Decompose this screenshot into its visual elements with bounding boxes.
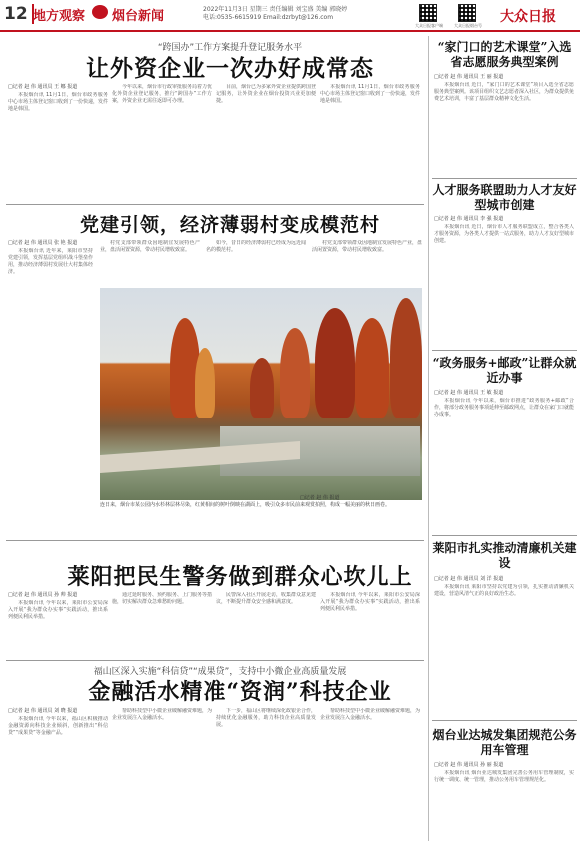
police-byline: □记者 赵 伟 通讯员 孙 帅 报道 (8, 592, 78, 598)
sidebar-byline-2: □记者 赵 伟 通讯员 王 敏 报道 (434, 390, 504, 396)
finance-col-1 (8, 716, 108, 842)
sidebar-rule (428, 36, 429, 841)
paragraph: 本报烟台讯 11月1日，烟台市政务服务中心市场主体登记窗口收到了一份快递，发件地是韩国。 (320, 84, 420, 104)
party-headline[interactable]: 党建引领，经济薄弱村变成模范村 (79, 214, 380, 236)
masthead-meta (203, 6, 413, 22)
paragraph: 本报烟台讯 莱阳市坚持以党建为引领，扎实推动清廉机关建设，营造风清气正的良好政治生态。 (434, 584, 574, 597)
divider (432, 535, 577, 536)
masthead-meta-date: 2022年11月3日 星期三 责任编辑 刘宝盛 美编 郭晓婷 (203, 6, 348, 13)
tree (195, 348, 215, 418)
paragraph: 村党支部带领群众因地制宜发展特色产业，盘活闲置资源，带动村民增收致富。 (100, 240, 200, 253)
sidebar-body-1 (434, 224, 574, 344)
paragraph: 本报烟台讯 近日，“家门口的艺术课堂”项目入选全省志愿服务典型案例。该项目组织文艺志愿者深入社区，为群众提供免费艺术培训，丰富了基层群众精神文化生活。 (434, 82, 574, 102)
police-col-3 (216, 592, 316, 656)
lead-col-1 (8, 92, 108, 202)
paragraph: 本报烟台讯 今年以来，福山区积极推动金融资源向科技企业倾斜，创新推出“科信贷”“成果贷”等金融产品。 (8, 716, 108, 736)
divider (432, 720, 577, 721)
photo-credit: □记者 赵 伟 报道 (300, 495, 340, 501)
section-name: 地方观察 (33, 9, 86, 24)
sidebar-body-0 (434, 82, 574, 172)
finance-byline: □记者 赵 伟 通讯员 刘 晓 报道 (8, 708, 78, 714)
finance-kicker: 福山区深入实施“科信贷”“成果贷”，支持中小微企业高质量发展 (93, 667, 347, 677)
masthead (0, 0, 580, 36)
qr-code-icon[interactable] (419, 4, 437, 22)
paragraph: 如今，昔日的经济薄弱村已经成为远近闻名的模范村。 (206, 240, 306, 253)
sidebar-body-2 (434, 398, 574, 528)
masthead-meta-contact: 电话:0535-6615919 Email:dzrbyt@126.com (203, 14, 334, 21)
sidebar-headline-2[interactable]: “政务服务+邮政”让群众就近办事 (432, 356, 577, 385)
tree (280, 328, 310, 418)
sidebar-byline-3: □记者 赵 伟 通讯员 刘 洋 报道 (434, 576, 504, 582)
sidebar-body-3 (434, 584, 574, 714)
sidebar-headline-1[interactable]: 人才服务联盟助力人才友好型城市创建 (432, 183, 577, 212)
page-number: 12 (4, 4, 34, 24)
police-headline[interactable]: 莱阳把民生警务做到群众心坎儿上 (67, 564, 413, 590)
paragraph: 本报烟台讯 烟台业达城发集团完善公务用车管理制度，实行统一调度、统一管理，推动公务用车管理规范化。 (434, 770, 574, 783)
paragraph: 目前，烟台已为多家外资企业提供跨国登记服务，让外资企业在烟台投资兴业更加便捷。 (216, 84, 316, 104)
paper-logo-icon (92, 5, 108, 19)
finance-col-2 (112, 708, 212, 842)
divider (432, 178, 577, 179)
divider (6, 660, 424, 661)
party-col-1 (8, 248, 93, 538)
paragraph: 村党支部带领群众因地制宜发展特色产业，盘活闲置资源，带动村民增收致富。 (312, 240, 422, 253)
police-col-1 (8, 600, 108, 656)
sidebar-byline-1: □记者 赵 伟 通讯员 李 强 报道 (434, 216, 504, 222)
sidebar-body-4 (434, 770, 574, 842)
sidebar-byline-0: □记者 赵 伟 通讯员 王 丽 报道 (434, 74, 504, 80)
paper-name: 烟台新闻 (112, 9, 165, 24)
sidebar-byline-4: □记者 赵 伟 通讯员 孙 丽 报道 (434, 762, 504, 768)
lead-kicker: “跨国办”工作方案提升登记服务水平 (157, 43, 303, 53)
qr-caption: 大众日报客户端 (415, 23, 443, 28)
paragraph: 帮助科技型中小微企业破解融资难题，为企业发展注入金融活水。 (112, 708, 212, 721)
police-col-2 (112, 592, 212, 656)
lead-headline[interactable]: 让外资企业一次办好成常态 (86, 55, 374, 82)
paragraph: 本报烟台讯 11月1日，烟台市政务服务中心市场主体登记窗口收到了一份快递，发件地是韩国。 (8, 92, 108, 112)
lead-col-4 (320, 84, 420, 202)
divider (6, 204, 424, 205)
paragraph: 今年以来，烟台市行政审批服务局着力优化外资企业登记服务，推行“跨国办”工作方案，外资企业无需往返即可办理。 (112, 84, 212, 104)
tree (250, 358, 274, 418)
sidebar-headline-3[interactable]: 莱阳市扎实推动清廉机关建设 (432, 541, 577, 570)
party-col-2 (100, 240, 200, 284)
paragraph: 帮助科技型中小微企业破解融资难题，为企业发展注入金融活水。 (320, 708, 420, 721)
party-col-3 (206, 240, 306, 284)
lead-byline: □记者 赵 伟 通讯员 王 娜 报道 (8, 84, 78, 90)
divider (432, 350, 577, 351)
party-byline: □记者 赵 伟 通讯员 张 艳 报道 (8, 240, 78, 246)
brand-logo: 大众日报 (500, 9, 556, 25)
sidebar-headline-4[interactable]: 烟台业达城发集团规范公务用车管理 (432, 728, 577, 757)
tree (315, 308, 355, 418)
paragraph: 通过延时服务、预约服务、上门服务等措施，切实解决群众急难愁盼问题。 (112, 592, 212, 605)
lead-col-3 (216, 84, 316, 202)
finance-headline[interactable]: 金融活水精准“资润”科技企业 (88, 679, 392, 705)
divider (6, 540, 424, 541)
paragraph: 民警深入社区开展走访，收集群众意见建议，不断提升群众安全感和满意度。 (216, 592, 316, 605)
paragraph: 本报烟台讯 近年来，莱阳市坚持党建引领，发挥基层党组织战斗堡垒作用，推动经济薄弱村发展壮大村集体经济。 (8, 248, 93, 275)
tree (355, 318, 389, 418)
paragraph: 本报烟台讯 今年以来，莱阳市公安局深入开展“我为群众办实事”实践活动，推出系列便民利民举措。 (8, 600, 108, 620)
party-col-4 (312, 240, 422, 284)
tree (390, 298, 422, 418)
police-col-4 (320, 592, 420, 656)
lead-col-2 (112, 84, 212, 202)
paragraph: 下一步，福山区将继续深化政银企合作，持续优化金融服务，助力科技企业高质量发展。 (216, 708, 316, 728)
autumn-park-photo[interactable] (100, 288, 422, 500)
finance-col-4 (320, 708, 420, 842)
paragraph: 本报烟台讯 今年以来，莱阳市公安局深入开展“我为群众办实事”实践活动，推出系列便民利民举措。 (320, 592, 420, 612)
qr-caption: 大众日报烟台号 (454, 23, 482, 28)
photo-caption: 连日来，烟台市某公园内水杉林层林尽染，红黄相间的树叶倒映在湖面上，吸引众多市民前来观赏拍照，构成一幅美丽的秋日画卷。 (100, 502, 391, 508)
paragraph: 本报烟台讯 近日，烟台市人才服务联盟成立，整合各类人才服务资源，为各类人才提供一站式服务，助力人才友好型城市创建。 (434, 224, 574, 244)
sidebar-headline-0[interactable]: “家门口的艺术课堂”入选省志愿服务典型案例 (437, 40, 572, 69)
masthead-rule (0, 30, 580, 32)
finance-col-3 (216, 708, 316, 842)
paragraph: 本报烟台讯 今年以来，烟台市推进“政务服务+邮政”合作，将部分政务服务事项延伸至邮政网点，让群众在家门口就能办成事。 (434, 398, 574, 418)
qr-code-icon[interactable] (458, 4, 476, 22)
